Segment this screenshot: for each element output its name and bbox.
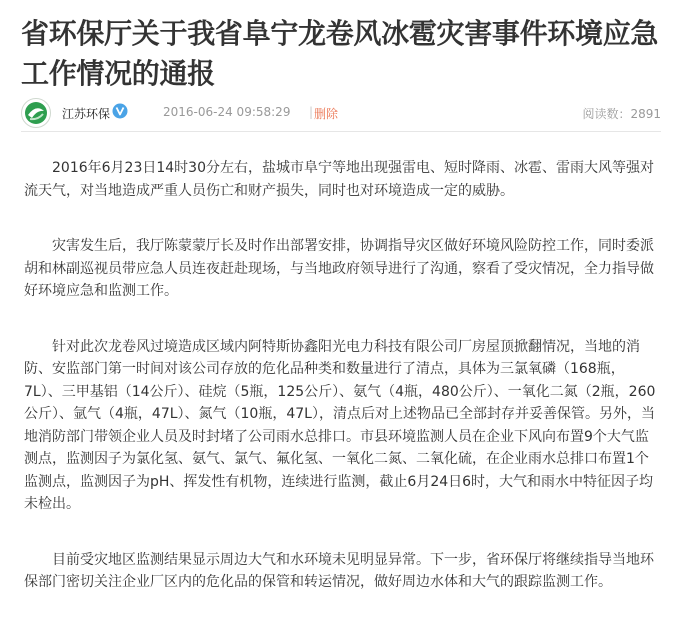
delete-link[interactable]: 删除 (314, 107, 339, 121)
meta-divider: | (309, 105, 314, 119)
read-count: 阅读数：2891 (582, 107, 661, 121)
author-name[interactable]: 江苏环保 (62, 107, 111, 121)
publish-time: 2016-06-24 09:58:29 (163, 105, 291, 119)
meta-separator (21, 131, 661, 132)
paragraph: 目前受灾地区监测结果显示周边大气和水环境未见明显异常。下一步，省环保厅将继续指导当地环保部门密切关注企业厂区内的危化品的保管和转运情况，做好周边水体和大气的跟踪监测工作。 (24, 551, 654, 590)
article-body (24, 157, 660, 627)
paragraph: 针对此次龙卷风过境造成区域内阿特斯协鑫阳光电力科技有限公司厂房屋顶掀翻情况，当地的消防、安监部门第一时间对该公司存放的危化品种类和数量进行了清点，具体为三氯氧磷（168瓶，7L）、三甲基铝（14公斤）、硅烷（5瓶，125公斤）、氨气（4瓶，480公斤）、一氧化二氮（2瓶，260公斤）、氩气（4瓶，47L）、氮气（10瓶，47L），清点后对上述物品已全部封存并妥善保管。另外，当地消防部门带领企业人员及时封堵了公司雨水总排口。市县环境监测人员在企业下风向布置9个大气监测点，监测因子为氯化氢、氨气、氯气、氟化氢、一氧化二氮、二氧化硫，在企业雨水总排口布置1个监测点，监测因子为pH、挥发性有机物，连续进行监测，截止6月24日6时，大气和雨水中特征因子均未检出。 (24, 338, 656, 512)
paragraph: 2016年6月23日14时30分左右，盐城市阜宁等地出现强雷电、短时降雨、冰雹、雷雨大风等强对流天气，对当地造成严重人员伤亡和财产损失，同时也对环境造成一定的威胁。 (24, 160, 654, 199)
paragraph: 灾害发生后，我厅陈蒙蒙厅长及时作出部署安排，协调指导灾区做好环境风险防控工作，同时委派胡和林副巡视员带应急人员连夜赶赴现场，与当地政府领导进行了沟通，察看了受灾情况，全力指导做好环境应急和监测工作。 (24, 238, 654, 299)
avatar[interactable] (21, 98, 51, 128)
article-meta (21, 98, 661, 128)
verified-badge-icon (112, 103, 128, 119)
article-title: 省环保厅关于我省阜宁龙卷风冰雹灾害事件环境应急工作情况的通报 (21, 17, 659, 90)
